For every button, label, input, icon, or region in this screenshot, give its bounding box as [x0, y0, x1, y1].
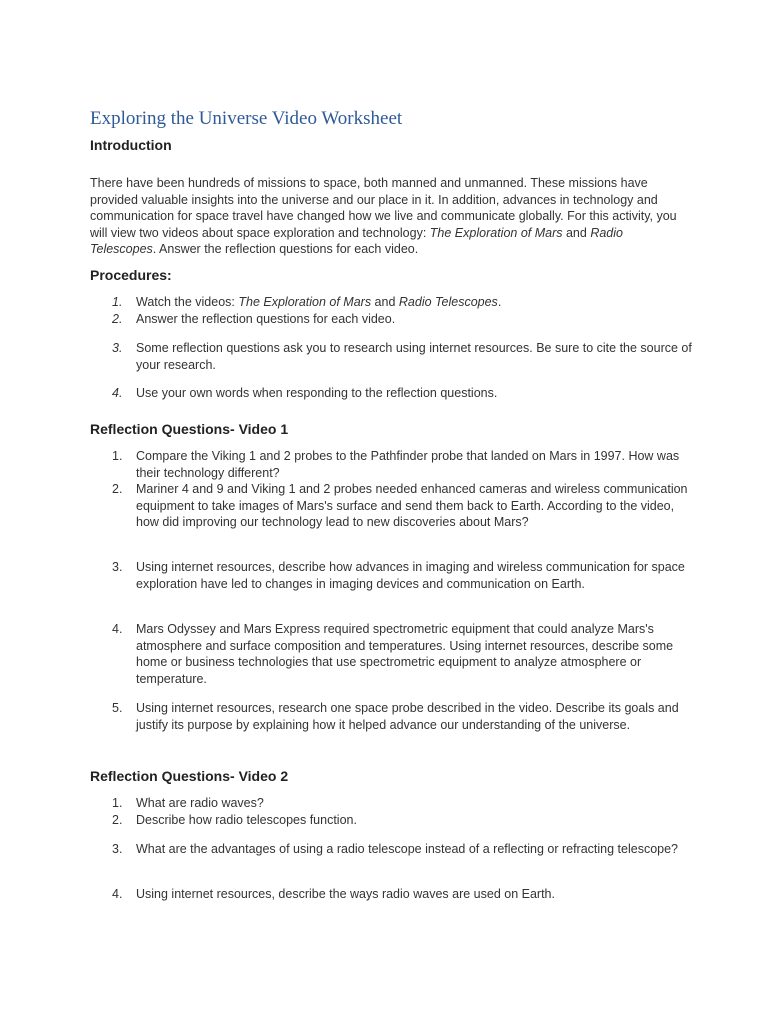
video2-question: 2. Describe how radio telescopes function.	[112, 813, 357, 827]
video1-question: 4. Mars Odyssey and Mars Express required spectrometric equipment that could analyze Mars's atmosphere and surface composition and temperatures. Using internet resources, describe some home or business technologies that use spectrometric equipment to analyze atmosphere or temperature.	[112, 622, 674, 686]
procedure-item: 1. Watch the videos: The Exploration of Mars and Radio Telescopes.	[112, 295, 502, 309]
video2-heading: Reflection Questions- Video 2	[90, 768, 289, 784]
video1-question: 5. Using internet resources, research one space probe described in the video. Describe its goals and justify its purpose by explaining how it helped advance our understanding of the universe.	[112, 701, 679, 732]
introduction-heading: Introduction	[90, 137, 172, 153]
page-title: Exploring the Universe Video Worksheet	[90, 108, 403, 129]
video1-question: 3. Using internet resources, describe how advances in imaging and wireless communication for space exploration have led to changes in imaging devices and communication on Earth.	[112, 560, 685, 591]
procedure-item: 4. Use your own words when responding to the reflection questions.	[112, 386, 498, 400]
video1-question: 1. Compare the Viking 1 and 2 probes to the Pathfinder probe that landed on Mars in 1997. How was their technology different?	[112, 449, 680, 480]
video2-question: 1. What are radio waves?	[112, 796, 264, 810]
video1-heading: Reflection Questions- Video 1	[90, 421, 289, 437]
introduction-paragraph: There have been hundreds of missions to space, both manned and unmanned. These missions have provided valuable insights into the universe and our place in it. In addition, advances in technology and communication for space travel have changed how we live and communicate globally. For this activity, you will view two videos about space exploration and technology: The Exploration of Mars and Radio Telescopes. Answer the reflection questions for each video.	[90, 176, 677, 256]
video2-question: 4. Using internet resources, describe the ways radio waves are used on Earth.	[112, 887, 555, 901]
video1-question: 2. Mariner 4 and 9 and Viking 1 and 2 probes needed enhanced cameras and wireless communication equipment to take images of Mars's surface and send them back to Earth. According to the video, how did improving our technology lead to new discoveries about Mars?	[112, 482, 688, 529]
procedures-heading: Procedures:	[90, 267, 172, 283]
procedure-item: 3. Some reflection questions ask you to research using internet resources. Be sure to cite the source of your research.	[112, 341, 692, 372]
video2-question: 3. What are the advantages of using a radio telescope instead of a reflecting or refracting telescope?	[112, 842, 678, 856]
procedure-item: 2. Answer the reflection questions for each video.	[112, 312, 396, 326]
